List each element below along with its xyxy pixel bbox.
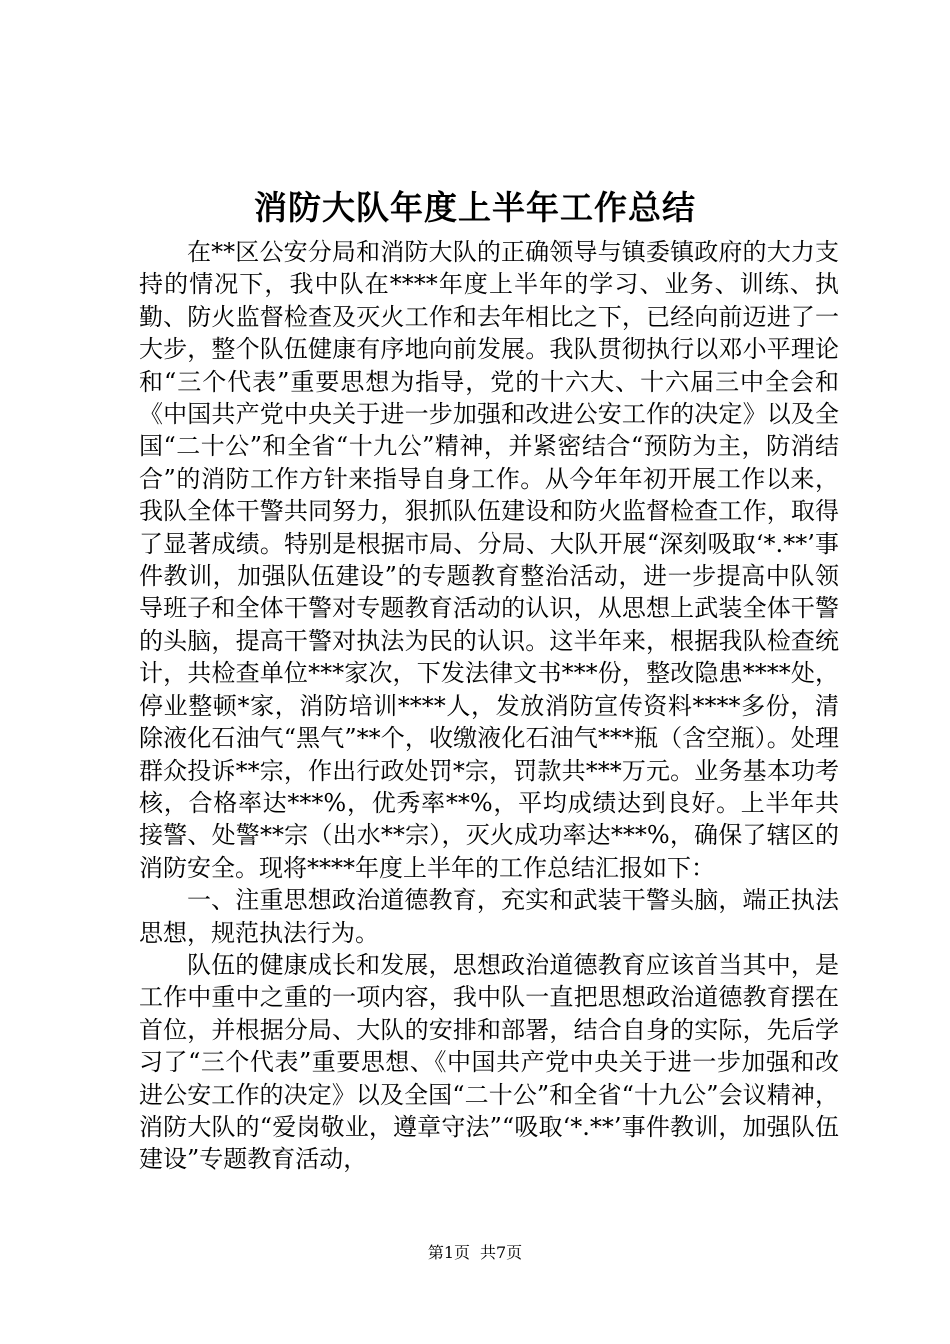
paragraph-section-body: 队伍的健康成长和发展，思想政治道德教育应该首当其中，是工作中重中之重的一项内容，我中队一直把思想政治道德教育摆在首位，并根据分局、大队的安排和部署，结合自身的实际，先后学习了“三个代表”重要思想、《中国共产党中央关于进一步加强和改进公安工作的决定》以及全国“二十公”和全省“十九公”会议精神，消防大队的“爱岗敬业，遵章守法”“吸取‘*.**’事件教训，加强队伍建设”专题教育活动， (139, 950, 839, 1174)
paragraph-section-heading: 一、注重思想政治道德教育，充实和武装干警头脑，端正执法思想，规范执法行为。 (139, 886, 839, 947)
paragraph-intro: 在**区公安分局和消防大队的正确领导与镇委镇政府的大力支持的情况下，我中队在****年度上半年的学习、业务、训练、执勤、防火监督检查及灭火工作和去年相比之下，已经向前迈进了一大步，整个队伍健康有序地向前发展。我队贯彻执行以邓小平理论和“三个代表”重要思想为指导，党的十六大、十六届三中全会和《中国共产党中央关于进一步加强和改进公安工作的决定》以及全国“二十公”和全省“十九公”精神，并紧密结合“预防为主，防消结合”的消防工作方针来指导自身工作。从今年年初开展工作以来，我队全体干警共同努力，狠抓队伍建设和防火监督检查工作，取得了显著成绩。特别是根据市局、分局、大队开展“深刻吸取‘*.**’事件教训，加强队伍建设”的专题教育整治活动，进一步提高中队领导班子和全体干警对专题教育活动的认识，从思想上武装全体干警的头脑，提高干警对执法为民的认识。这半年来，根据我队检查统计，共检查单位***家次，下发法律文书***份，整改隐患****处，停业整顿*家，消防培训****人，发放消防宣传资料****多份，清除液化石油气“黑气”**个，收缴液化石油气***瓶（含空瓶）。处理群众投诉**宗，作出行政处罚*宗，罚款共***万元。业务基本功考核，合格率达***%，优秀率**%，平均成绩达到良好。上半年共接警、处警**宗（出水**宗），灭火成功率达***%，确保了辖区的消防安全。现将****年度上半年的工作总结汇报如下： (139, 238, 839, 882)
document-body (139, 236, 839, 1176)
page-number: 第1页 (427, 1243, 470, 1262)
page-footer (0, 1242, 950, 1264)
page-total: 共7页 (480, 1243, 523, 1262)
document-title: 消防大队年度上半年工作总结 (254, 188, 696, 227)
